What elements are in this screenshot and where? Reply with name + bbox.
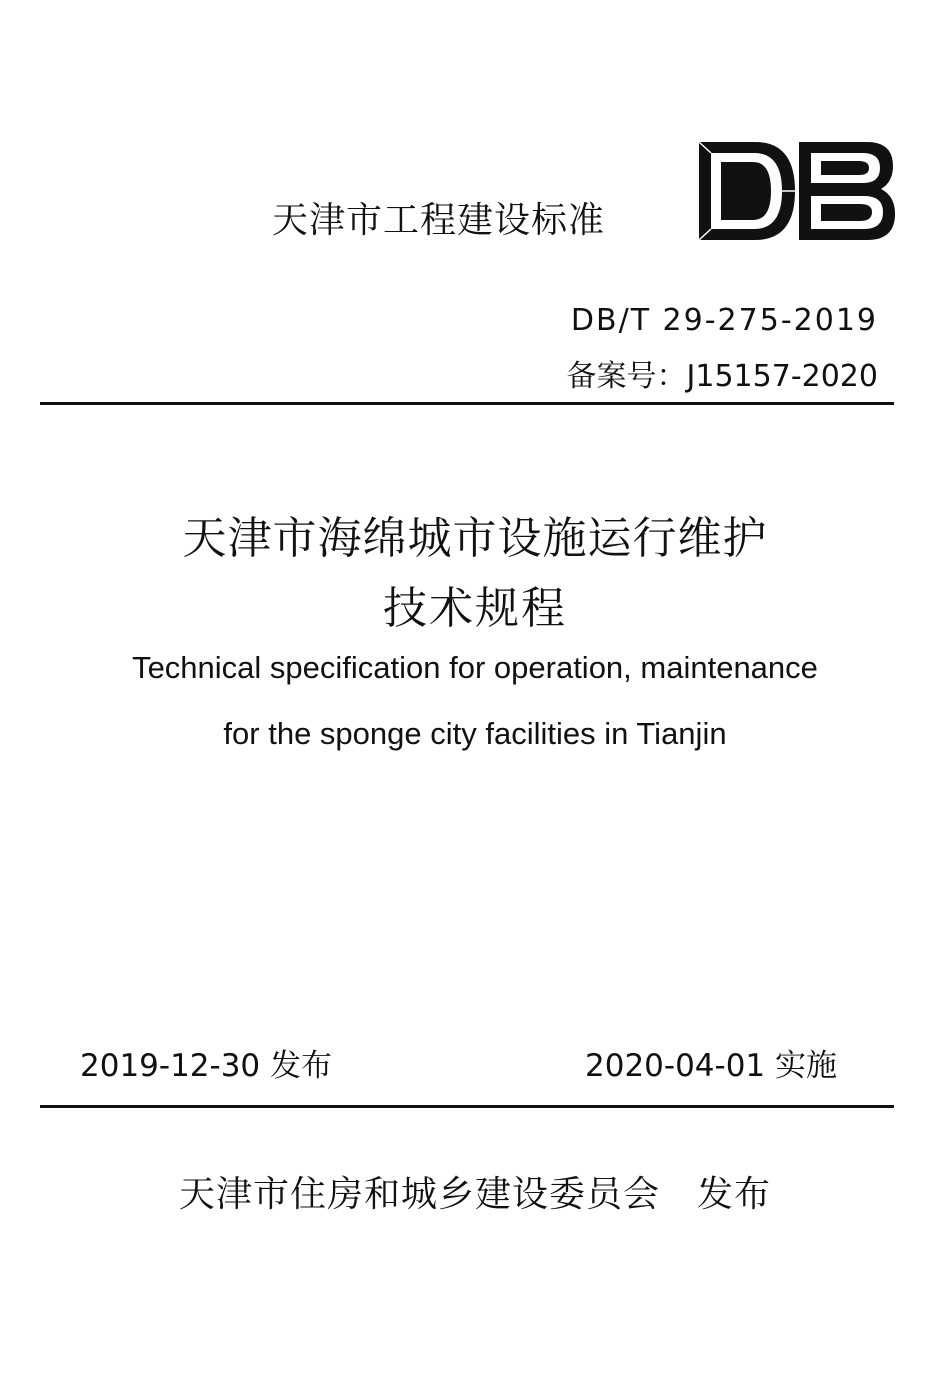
issue-date: 2019-12-30 发布 (80, 1048, 333, 1084)
title-cn-line-2: 技术规程 (383, 583, 567, 634)
standard-number: DB/T 29-275-2019 (570, 303, 878, 338)
title-en-line-1: Technical specification for operation, maintenance (132, 650, 818, 685)
top-divider (40, 402, 894, 405)
series-title: 天津市工程建设标准 (272, 200, 606, 241)
record-number: 备案号：J15157-2020 (566, 359, 878, 394)
title-cn-line-1: 天津市海绵城市设施运行维护 (182, 513, 768, 564)
title-en-line-2: for the sponge city facilities in Tianjin (223, 716, 727, 751)
db-logo-letter-d (699, 142, 795, 240)
issuer: 天津市住房和城乡建设委员会 发布 (178, 1174, 771, 1215)
bottom-divider (40, 1105, 894, 1108)
db-logo (697, 140, 897, 242)
db-logo-letter-b (799, 142, 895, 240)
effective-date: 2020-04-01 实施 (585, 1048, 838, 1084)
